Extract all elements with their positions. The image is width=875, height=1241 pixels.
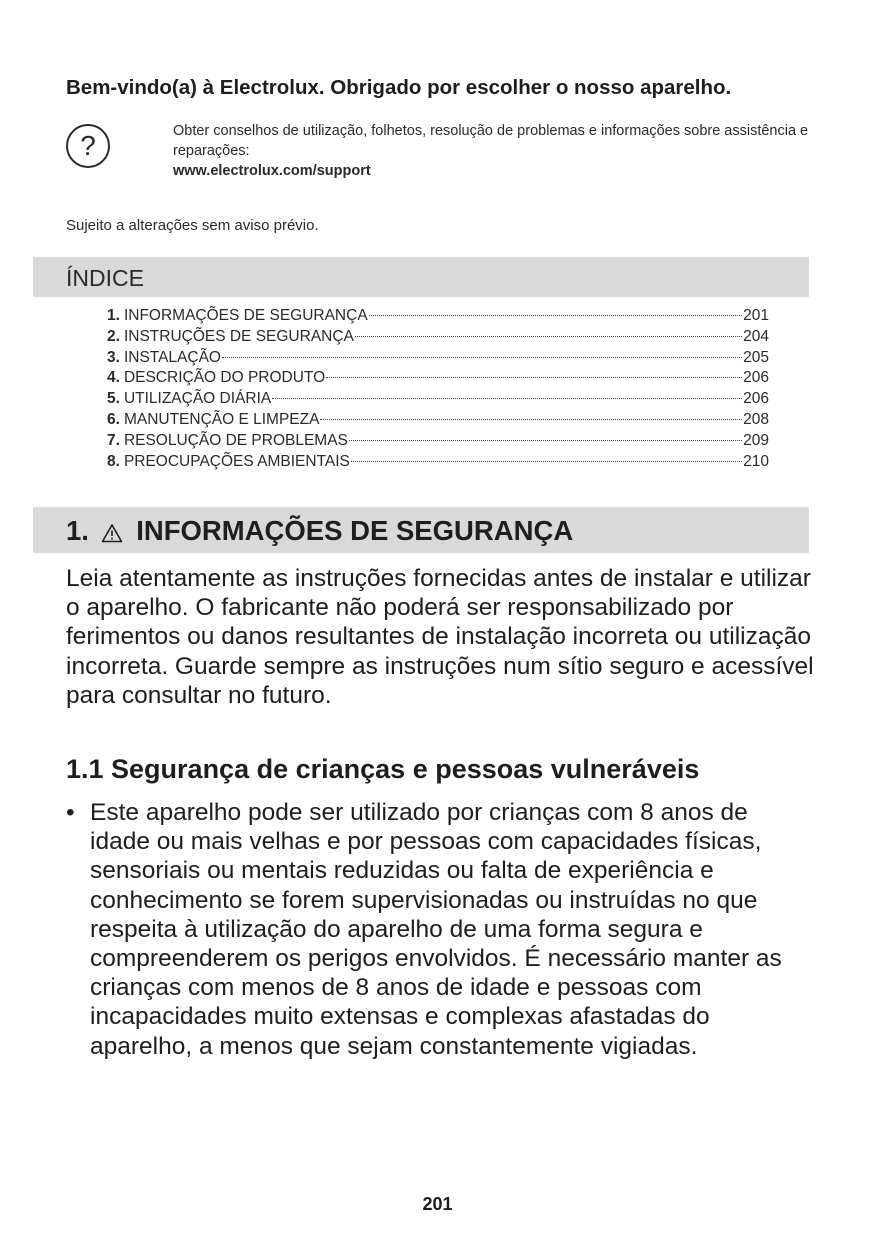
toc-entry-number: 8. bbox=[107, 452, 120, 470]
toc-entry-number: 6. bbox=[107, 410, 120, 428]
toc-entry-number: 5. bbox=[107, 390, 120, 408]
toc-entry-number: 1. bbox=[107, 307, 120, 324]
toc-entry[interactable] bbox=[107, 328, 769, 349]
toc-entry[interactable] bbox=[107, 453, 769, 474]
toc-entry-number: 2. bbox=[107, 327, 120, 345]
toc-entry-page: 201 bbox=[743, 307, 769, 324]
toc-leader-dots bbox=[349, 440, 742, 441]
section-title-text: INFORMAÇÕES DE SEGURANÇA bbox=[136, 515, 574, 546]
toc-leader-dots bbox=[351, 461, 742, 462]
toc-leader-dots bbox=[320, 419, 742, 420]
toc-entry-page: 209 bbox=[743, 431, 769, 449]
list-item bbox=[66, 798, 806, 1061]
toc-entry-label: INSTALAÇÃO bbox=[123, 348, 221, 366]
toc-entry-label: INSTRUÇÕES DE SEGURANÇA bbox=[123, 327, 354, 345]
toc-entry-number: 7. bbox=[107, 431, 120, 449]
toc-leader-dots bbox=[326, 377, 742, 378]
toc-entry-label: MANUTENÇÃO E LIMPEZA bbox=[123, 410, 320, 428]
change-notice: Sujeito a alterações sem aviso prévio. bbox=[66, 217, 319, 234]
question-mark-icon: ? bbox=[66, 124, 110, 168]
toc-entry[interactable] bbox=[107, 349, 769, 370]
section-number: 1. bbox=[66, 515, 89, 546]
toc-leader-dots bbox=[369, 315, 742, 316]
toc-entry-page: 204 bbox=[743, 327, 769, 345]
bullet-list bbox=[66, 798, 806, 1061]
toc-leader-dots bbox=[272, 398, 742, 399]
support-description: Obter conselhos de utilização, folhetos, resolução de problemas e informações sobre assistência e reparações: bbox=[173, 123, 809, 159]
page-number: 201 bbox=[422, 1194, 453, 1214]
subsection-title: 1.1 Segurança de crianças e pessoas vulneráveis bbox=[66, 754, 700, 784]
table-of-contents bbox=[107, 307, 769, 473]
list-item-text: Este aparelho pode ser utilizado por crianças com 8 anos de idade ou mais velhas e por pessoas com capacidades físicas, sensoriais ou mentais reduzidas ou falta de experiência e conhecimento se forem supervisionadas ou instruídas no que respeita à utilização do aparelho de uma forma segura e compreenderem os perigos envolvidos. É necessário manter as crianças com menos de 8 anos de idade e pessoas com incapacidades muito extensas e complexas afastadas do aparelho, a menos que sejam constantemente vigiadas. bbox=[90, 799, 782, 1060]
support-info bbox=[173, 121, 823, 181]
toc-entry[interactable] bbox=[107, 390, 769, 411]
toc-entry-label: RESOLUÇÃO DE PROBLEMAS bbox=[123, 431, 348, 449]
bullet-point: • bbox=[66, 799, 75, 826]
toc-entry-page: 206 bbox=[743, 369, 769, 387]
toc-entry-page: 205 bbox=[743, 348, 769, 366]
toc-leader-dots bbox=[222, 357, 742, 358]
toc-entry-label: UTILIZAÇÃO DIÁRIA bbox=[123, 390, 272, 408]
toc-entry[interactable] bbox=[107, 432, 769, 453]
toc-entry-label: DESCRIÇÃO DO PRODUTO bbox=[123, 369, 326, 387]
toc-entry-label: INFORMAÇÕES DE SEGURANÇA bbox=[123, 307, 368, 324]
toc-entry-page: 208 bbox=[743, 410, 769, 428]
toc-entry-page: 206 bbox=[743, 390, 769, 408]
welcome-heading: Bem-vindo(a) à Electrolux. Obrigado por escolher o nosso aparelho. bbox=[66, 76, 732, 99]
toc-entry-page: 210 bbox=[743, 452, 769, 470]
toc-entry-label: PREOCUPAÇÕES AMBIENTAIS bbox=[123, 452, 350, 470]
toc-entry-number: 4. bbox=[107, 369, 120, 387]
toc-entry[interactable] bbox=[107, 307, 769, 328]
warning-triangle-icon bbox=[101, 510, 123, 558]
section-title bbox=[66, 507, 573, 558]
intro-paragraph: Leia atentamente as instruções fornecidas antes de instalar e utilizar o aparelho. O fabricante não poderá ser responsabilizado por ferimentos ou danos resultantes de instalação incorreta ou utilização incorreta. Guarde sempre as instruções num sítio seguro e acessível para consultar no futuro. bbox=[66, 565, 814, 709]
toc-entry[interactable] bbox=[107, 369, 769, 390]
index-header-bar bbox=[33, 257, 809, 297]
index-title: ÍNDICE bbox=[66, 265, 144, 291]
toc-leader-dots bbox=[355, 336, 742, 337]
support-link[interactable]: www.electrolux.com/support bbox=[173, 163, 371, 179]
section-header-bar bbox=[33, 507, 809, 553]
toc-entry-number: 3. bbox=[107, 348, 120, 366]
toc-entry[interactable] bbox=[107, 411, 769, 432]
